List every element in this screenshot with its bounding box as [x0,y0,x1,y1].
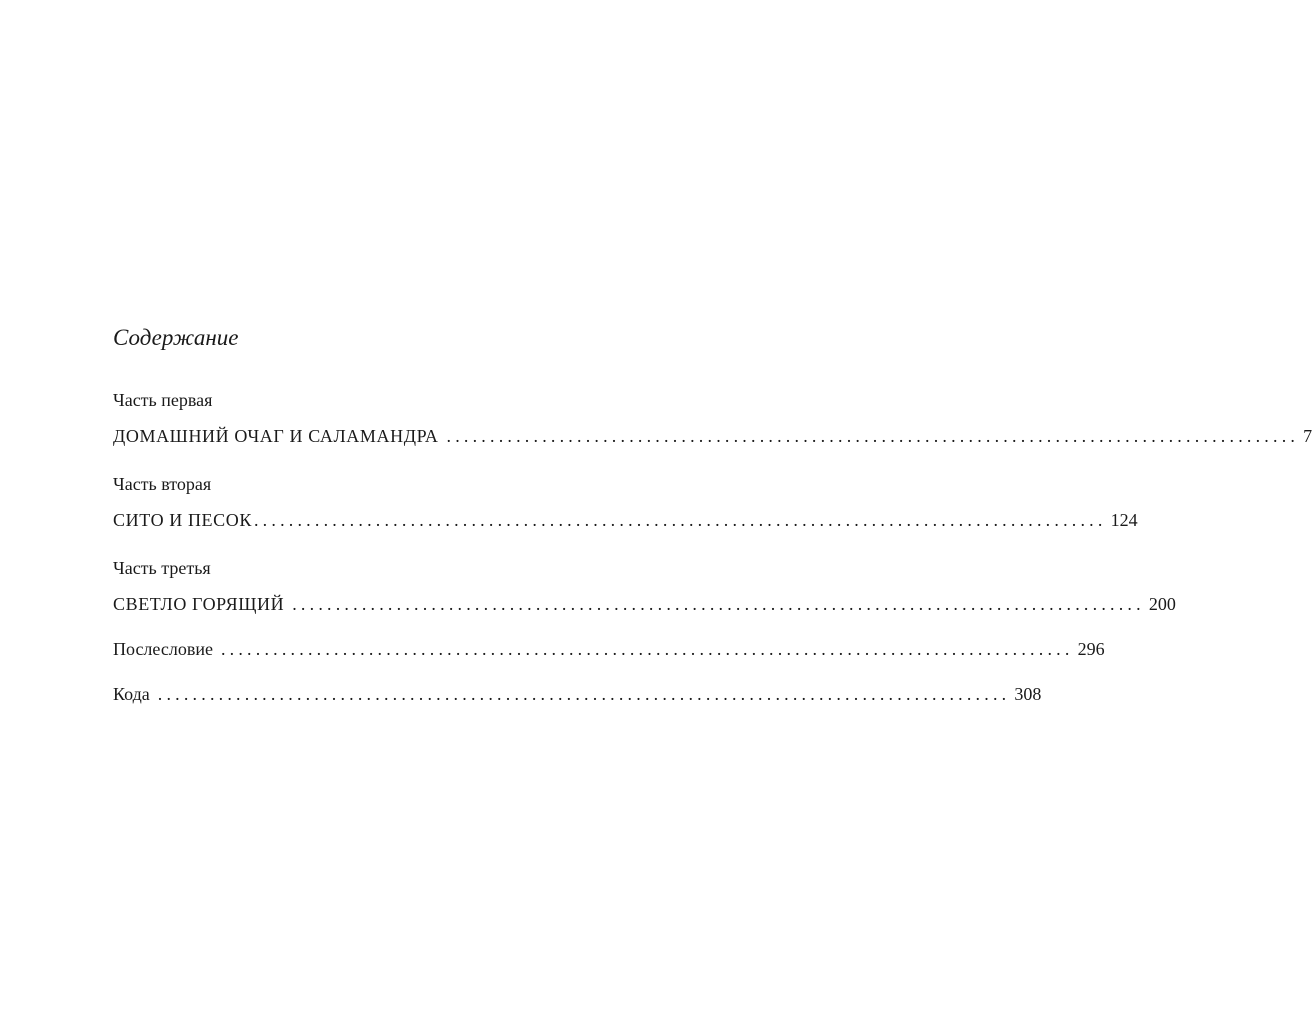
toc-part-2 [113,470,1138,534]
page-number: 7 [1303,426,1312,446]
entry-title: СИТО И ПЕСОК [113,510,252,530]
dot-leader: .................................................................................................. [292,594,1145,614]
page-number: 124 [1110,510,1138,530]
toc-entry[interactable] [113,506,1138,534]
table-of-contents [113,318,1312,708]
toc-part-3 [113,554,1176,618]
toc-entry[interactable] [113,422,1312,450]
toc-title: Содержание [113,325,239,350]
toc-entry[interactable] [113,680,1042,708]
toc-afterword [113,635,1105,663]
page-number: 200 [1148,594,1176,614]
dot-leader: .................................................................................................. [157,684,1011,704]
part-label: Часть третья [113,558,211,578]
dot-leader: .................................................................................................. [446,426,1300,446]
page-number: 308 [1014,684,1042,704]
toc-entry[interactable] [113,635,1105,663]
entry-title: СВЕТЛО ГОРЯЩИЙ [113,594,285,614]
dot-leader: .................................................................................................. [253,510,1107,530]
toc-coda [113,680,1042,708]
entry-title: Кода [113,684,150,704]
entry-title: Послесловие [113,639,213,659]
part-label: Часть первая [113,390,213,410]
toc-part-1 [113,386,1312,450]
entry-title: ДОМАШНИЙ ОЧАГ И САЛАМАНДРА [113,426,439,446]
dot-leader: .................................................................................................. [220,639,1074,659]
toc-entry[interactable] [113,590,1176,618]
page-number: 296 [1077,639,1105,659]
part-label: Часть вторая [113,474,212,494]
